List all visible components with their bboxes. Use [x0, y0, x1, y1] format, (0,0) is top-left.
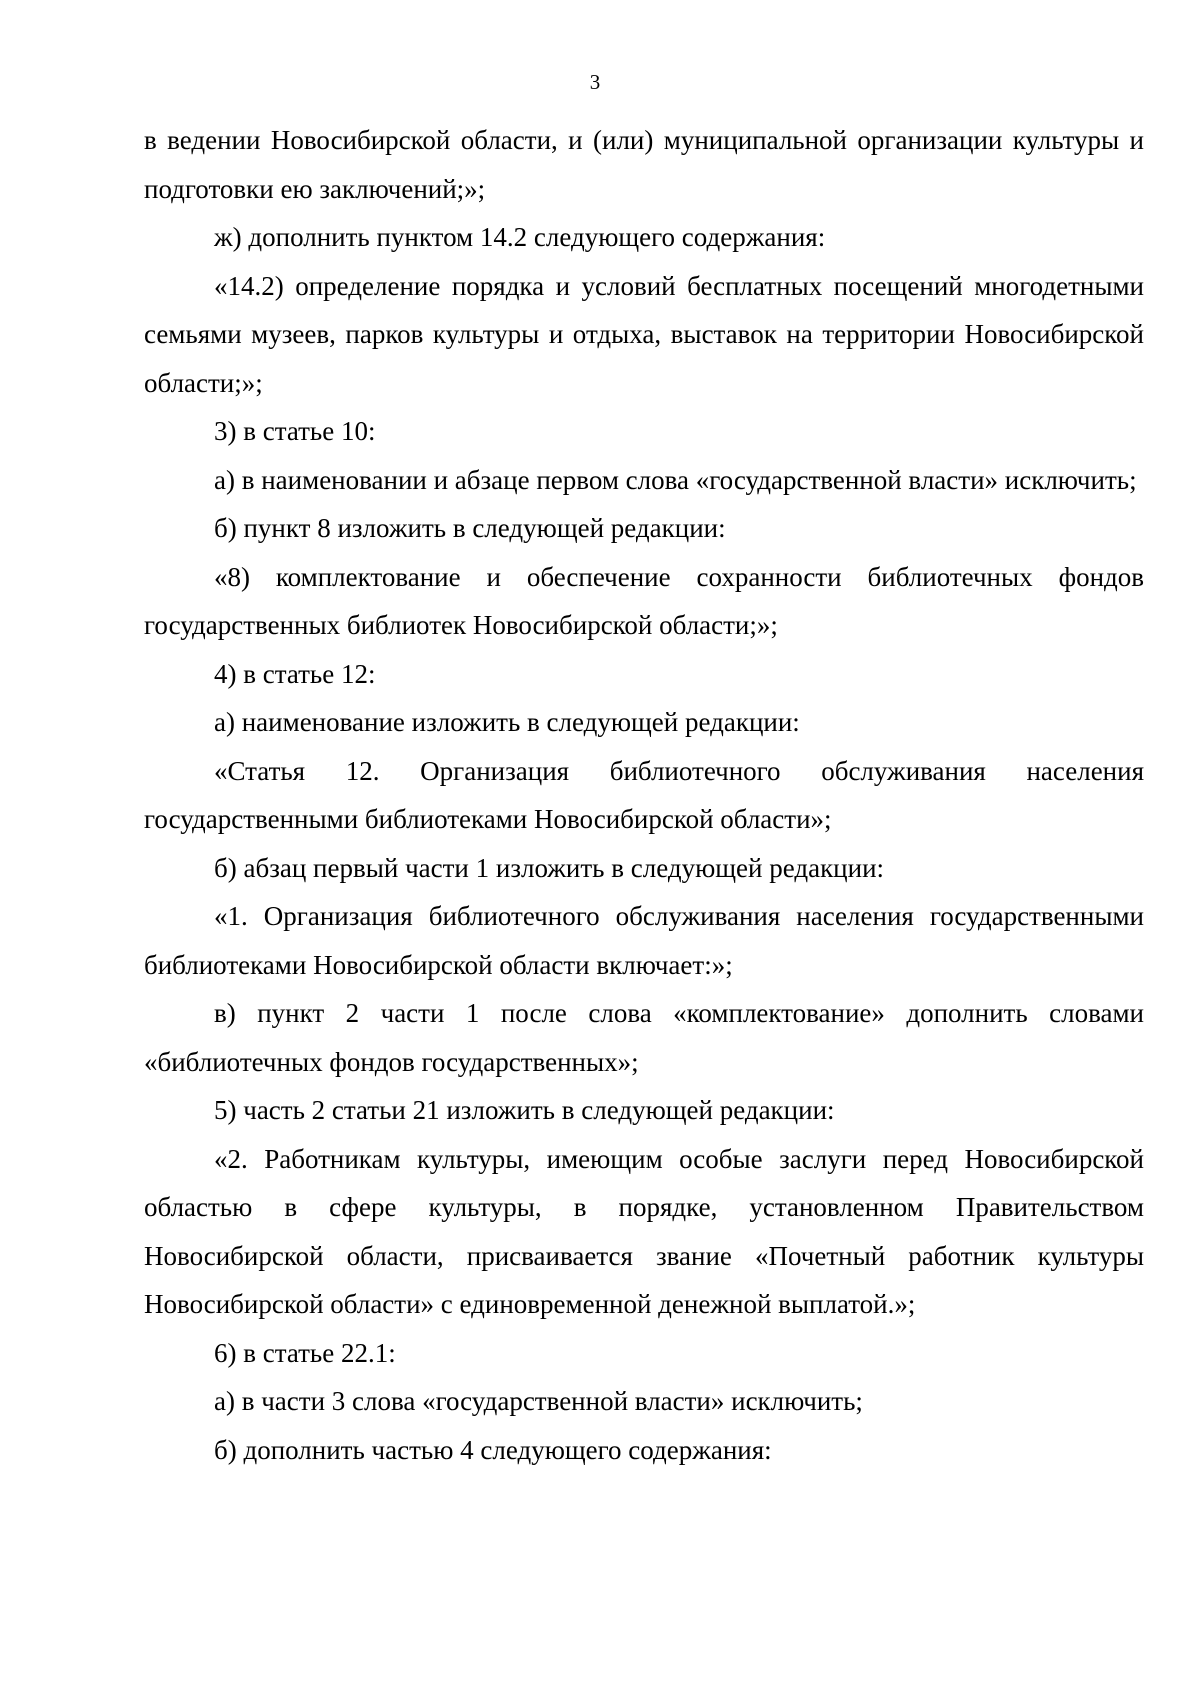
paragraph-item-4: 4) в статье 12:	[214, 658, 376, 689]
paragraph-item-3a: а) в наименовании и абзаце первом слова «государственной власти» исключить;	[214, 464, 1137, 495]
page-number: 3	[589, 70, 601, 94]
paragraph-item-4b: б) абзац первый части 1 изложить в следующей редакции:	[214, 852, 885, 883]
paragraph-item-5: 5) часть 2 статьи 21 изложить в следующей редакции:	[214, 1095, 835, 1125]
paragraph-quote-article-12: «Статья 12. Организация библиотечного обслуживания населения государственными библиотеками Новосибирской области»;	[144, 755, 1144, 834]
paragraph-item-4a: а) наименование изложить в следующей редакции:	[214, 707, 800, 737]
paragraph-quote-14-2: «14.2) определение порядка и условий бесплатных посещений многодетными семьями музеев, парков культуры и отдыха, выставок на территории Новосибирской области;»;	[144, 270, 1144, 398]
paragraph-item-4v: в) пункт 2 части 1 после слова «комплектование» дополнить словами «библиотечных фондов государственных»;	[144, 998, 1144, 1077]
paragraph-item-3: 3) в статье 10:	[214, 416, 376, 446]
paragraph-quote-part-2: «2. Работникам культуры, имеющим особые заслуги перед Новосибирской областью в сфере культуры, в порядке, установленном Правительством Новосибирской области, присваивается звание «Почетный работник культуры Новосибирской области» с единовременной денежной выплатой.»;	[144, 1143, 1144, 1319]
paragraph-quote-part-1: «1. Организация библиотечного обслуживания населения государственными библиотеками Новосибирской области включает:»;	[144, 901, 1144, 980]
paragraph-item-6: 6) в статье 22.1:	[214, 1337, 396, 1368]
paragraph-quote-8: «8) комплектование и обеспечение сохранности библиотечных фондов государственных библиотек Новосибирской области;»;	[144, 561, 1144, 640]
paragraph-item-zh: ж) дополнить пунктом 14.2 следующего содержания:	[214, 222, 826, 252]
paragraph-continuation: в ведении Новосибирской области, и (или) муниципальной организации культуры и подготовки ею заключений;»;	[144, 125, 1144, 204]
paragraph-item-6a: а) в части 3 слова «государственной власти» исключить;	[214, 1386, 863, 1416]
document-body	[144, 116, 1144, 1474]
paragraph-item-6b: б) дополнить частью 4 следующего содержания:	[214, 1434, 772, 1465]
paragraph-item-3b: б) пункт 8 изложить в следующей редакции:	[214, 513, 726, 543]
